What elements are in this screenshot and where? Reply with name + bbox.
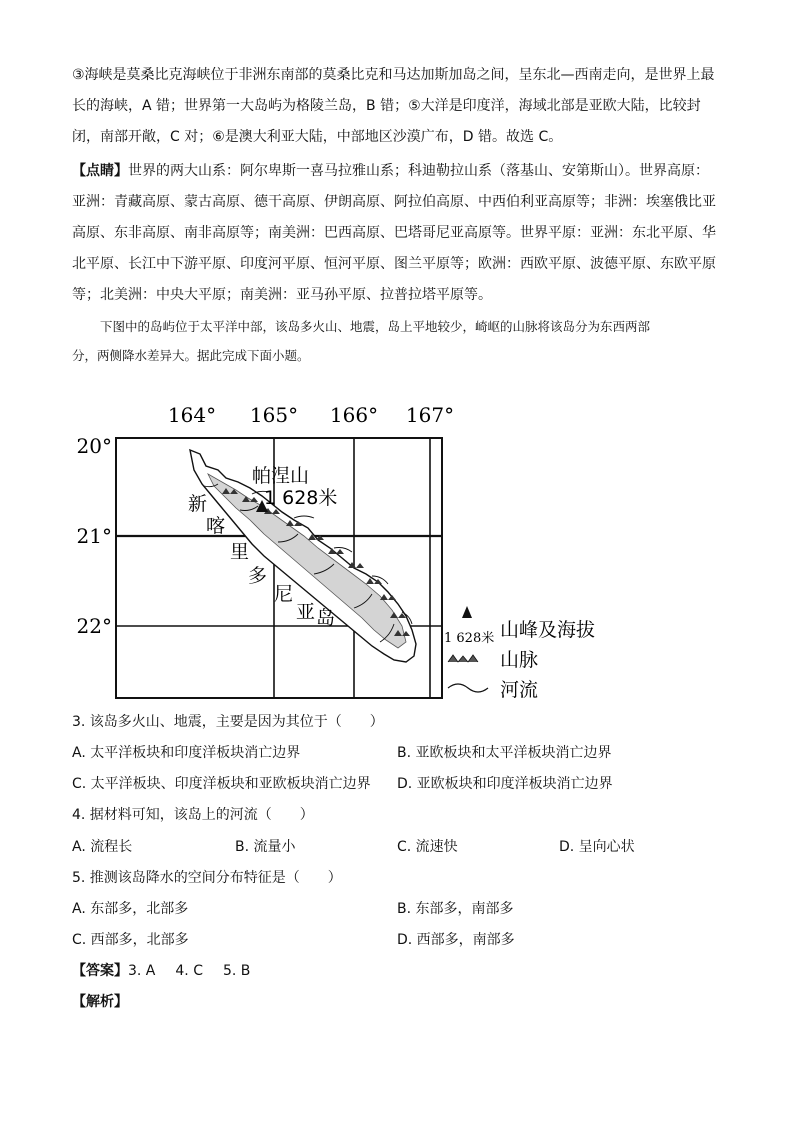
answer-line (72, 961, 250, 981)
tip-tag: 【点睛】 (72, 163, 128, 179)
lat-label: 20° (76, 434, 112, 458)
intro-line: 分，两侧降水差异大。据此完成下面小题。 (72, 348, 310, 363)
answer-item: 5. B (222, 963, 251, 979)
question-5-option-b[interactable]: B. 东部多，南部多 (397, 901, 514, 917)
legend-peak-icon (462, 606, 472, 618)
tip-line (72, 156, 722, 187)
question-5-option-d[interactable]: D. 西部多，南部多 (397, 932, 515, 948)
material-intro (72, 312, 722, 370)
answer-tag: 【答案】 (72, 963, 128, 979)
tip-line: 高原、东非高原、南非高原等；南美洲：巴西高原、巴塔哥尼亚高原等。世界平原：亚洲：东北平原、华 (72, 225, 716, 241)
legend-peak-label: 山峰及海拔 (500, 619, 596, 641)
explanation-line: 长的海峡，A 错；世界第一大岛屿为格陵兰岛，B 错；⑤大洋是印度洋，海域北部是亚欧大陆，比较封 (72, 98, 701, 114)
question-4-option-c[interactable]: C. 流速快 (397, 839, 458, 855)
island-name-char: 亚 (296, 601, 316, 623)
lon-label: 166° (329, 403, 379, 427)
tip-line: 北平原、长江中下游平原、印度河平原、恒河平原、图兰平原等；欧洲：西欧平原、波德平原、东欧平原 (72, 256, 716, 272)
analysis-tag: 【解析】 (72, 994, 128, 1010)
peak-name: 帕涅山 (252, 465, 310, 487)
legend-river-label: 河流 (500, 679, 539, 701)
lat-label: 22° (76, 614, 112, 638)
island-name-char: 多 (248, 565, 268, 587)
island-name-char: 岛 (316, 607, 336, 629)
tip-line: 等；北美洲：中央大平原；南美洲：亚马孙平原、拉普拉塔平原等。 (72, 287, 492, 303)
analysis-heading (72, 992, 128, 1012)
tip-line: 亚洲：青藏高原、蒙古高原、德干高原、伊朗高原、阿拉伯高原、中西伯利亚高原等；非洲：埃塞俄比亚 (72, 194, 716, 210)
answer-item: 4. C (175, 963, 203, 979)
island-name-char: 新 (188, 493, 208, 515)
question-4-option-a[interactable]: A. 流程长 (72, 839, 133, 855)
question-3-option-c[interactable]: C. 太平洋板块、印度洋板块和亚欧板块消亡边界 (72, 776, 371, 792)
tip-paragraph (72, 156, 722, 311)
question-3-option-a[interactable]: A. 太平洋板块和印度洋板块消亡边界 (72, 745, 301, 761)
question-5-option-c[interactable]: C. 西部多，北部多 (72, 932, 189, 948)
island-name-char: 里 (230, 541, 250, 563)
lon-label: 164° (167, 403, 217, 427)
legend-river-icon (448, 684, 488, 692)
explanation-line: 闭，南部开敞，C 对；⑥是澳大利亚大陆，中部地区沙漠广布，D 错。故选 C。 (72, 129, 563, 145)
lat-label: 21° (76, 524, 112, 548)
question-3-option-d[interactable]: D. 亚欧板块和印度洋板块消亡边界 (397, 776, 613, 792)
question-3-stem: 3. 该岛多火山、地震，主要是因为其位于（ ） (72, 714, 384, 730)
legend-mountain-icon (448, 655, 478, 662)
question-5-stem: 5. 推测该岛降水的空间分布特征是（ ） (72, 870, 342, 886)
island-name-char: 尼 (274, 583, 294, 605)
lon-label: 165° (249, 403, 299, 427)
lon-label: 167° (405, 403, 455, 427)
question-4-option-d[interactable]: D. 呈向心状 (559, 839, 635, 855)
question-3-option-b[interactable]: B. 亚欧板块和太平洋板块消亡边界 (397, 745, 612, 761)
map-legend (444, 606, 595, 701)
question-5-option-a[interactable]: A. 东部多，北部多 (72, 901, 189, 917)
island-name-char: 喀 (206, 515, 226, 537)
island-map (72, 398, 632, 703)
explanation-paragraph (72, 60, 722, 153)
tip-text: 世界的两大山系：阿尔卑斯一喜马拉雅山系；科迪勒拉山系（落基山、安第斯山）。世界高原： (128, 163, 709, 179)
question-4-stem: 4. 据材料可知，该岛上的河流（ ） (72, 807, 314, 823)
legend-peak-sample: 1 628米 (444, 631, 495, 646)
peak-elevation: 1 628米 (264, 487, 338, 509)
legend-mountain-label: 山脉 (500, 649, 539, 671)
explanation-line: ③海峡是莫桑比克海峡位于非洲东南部的莫桑比克和马达加斯加岛之间，呈东北—西南走向，是世界上最 (72, 67, 715, 83)
intro-line: 下图中的岛屿位于太平洋中部，该岛多火山、地震，岛上平地较少，崎岖的山脉将该岛分为东西两部 (100, 319, 651, 334)
question-4-option-b[interactable]: B. 流量小 (235, 839, 296, 855)
answer-item: 3. A (128, 963, 156, 979)
